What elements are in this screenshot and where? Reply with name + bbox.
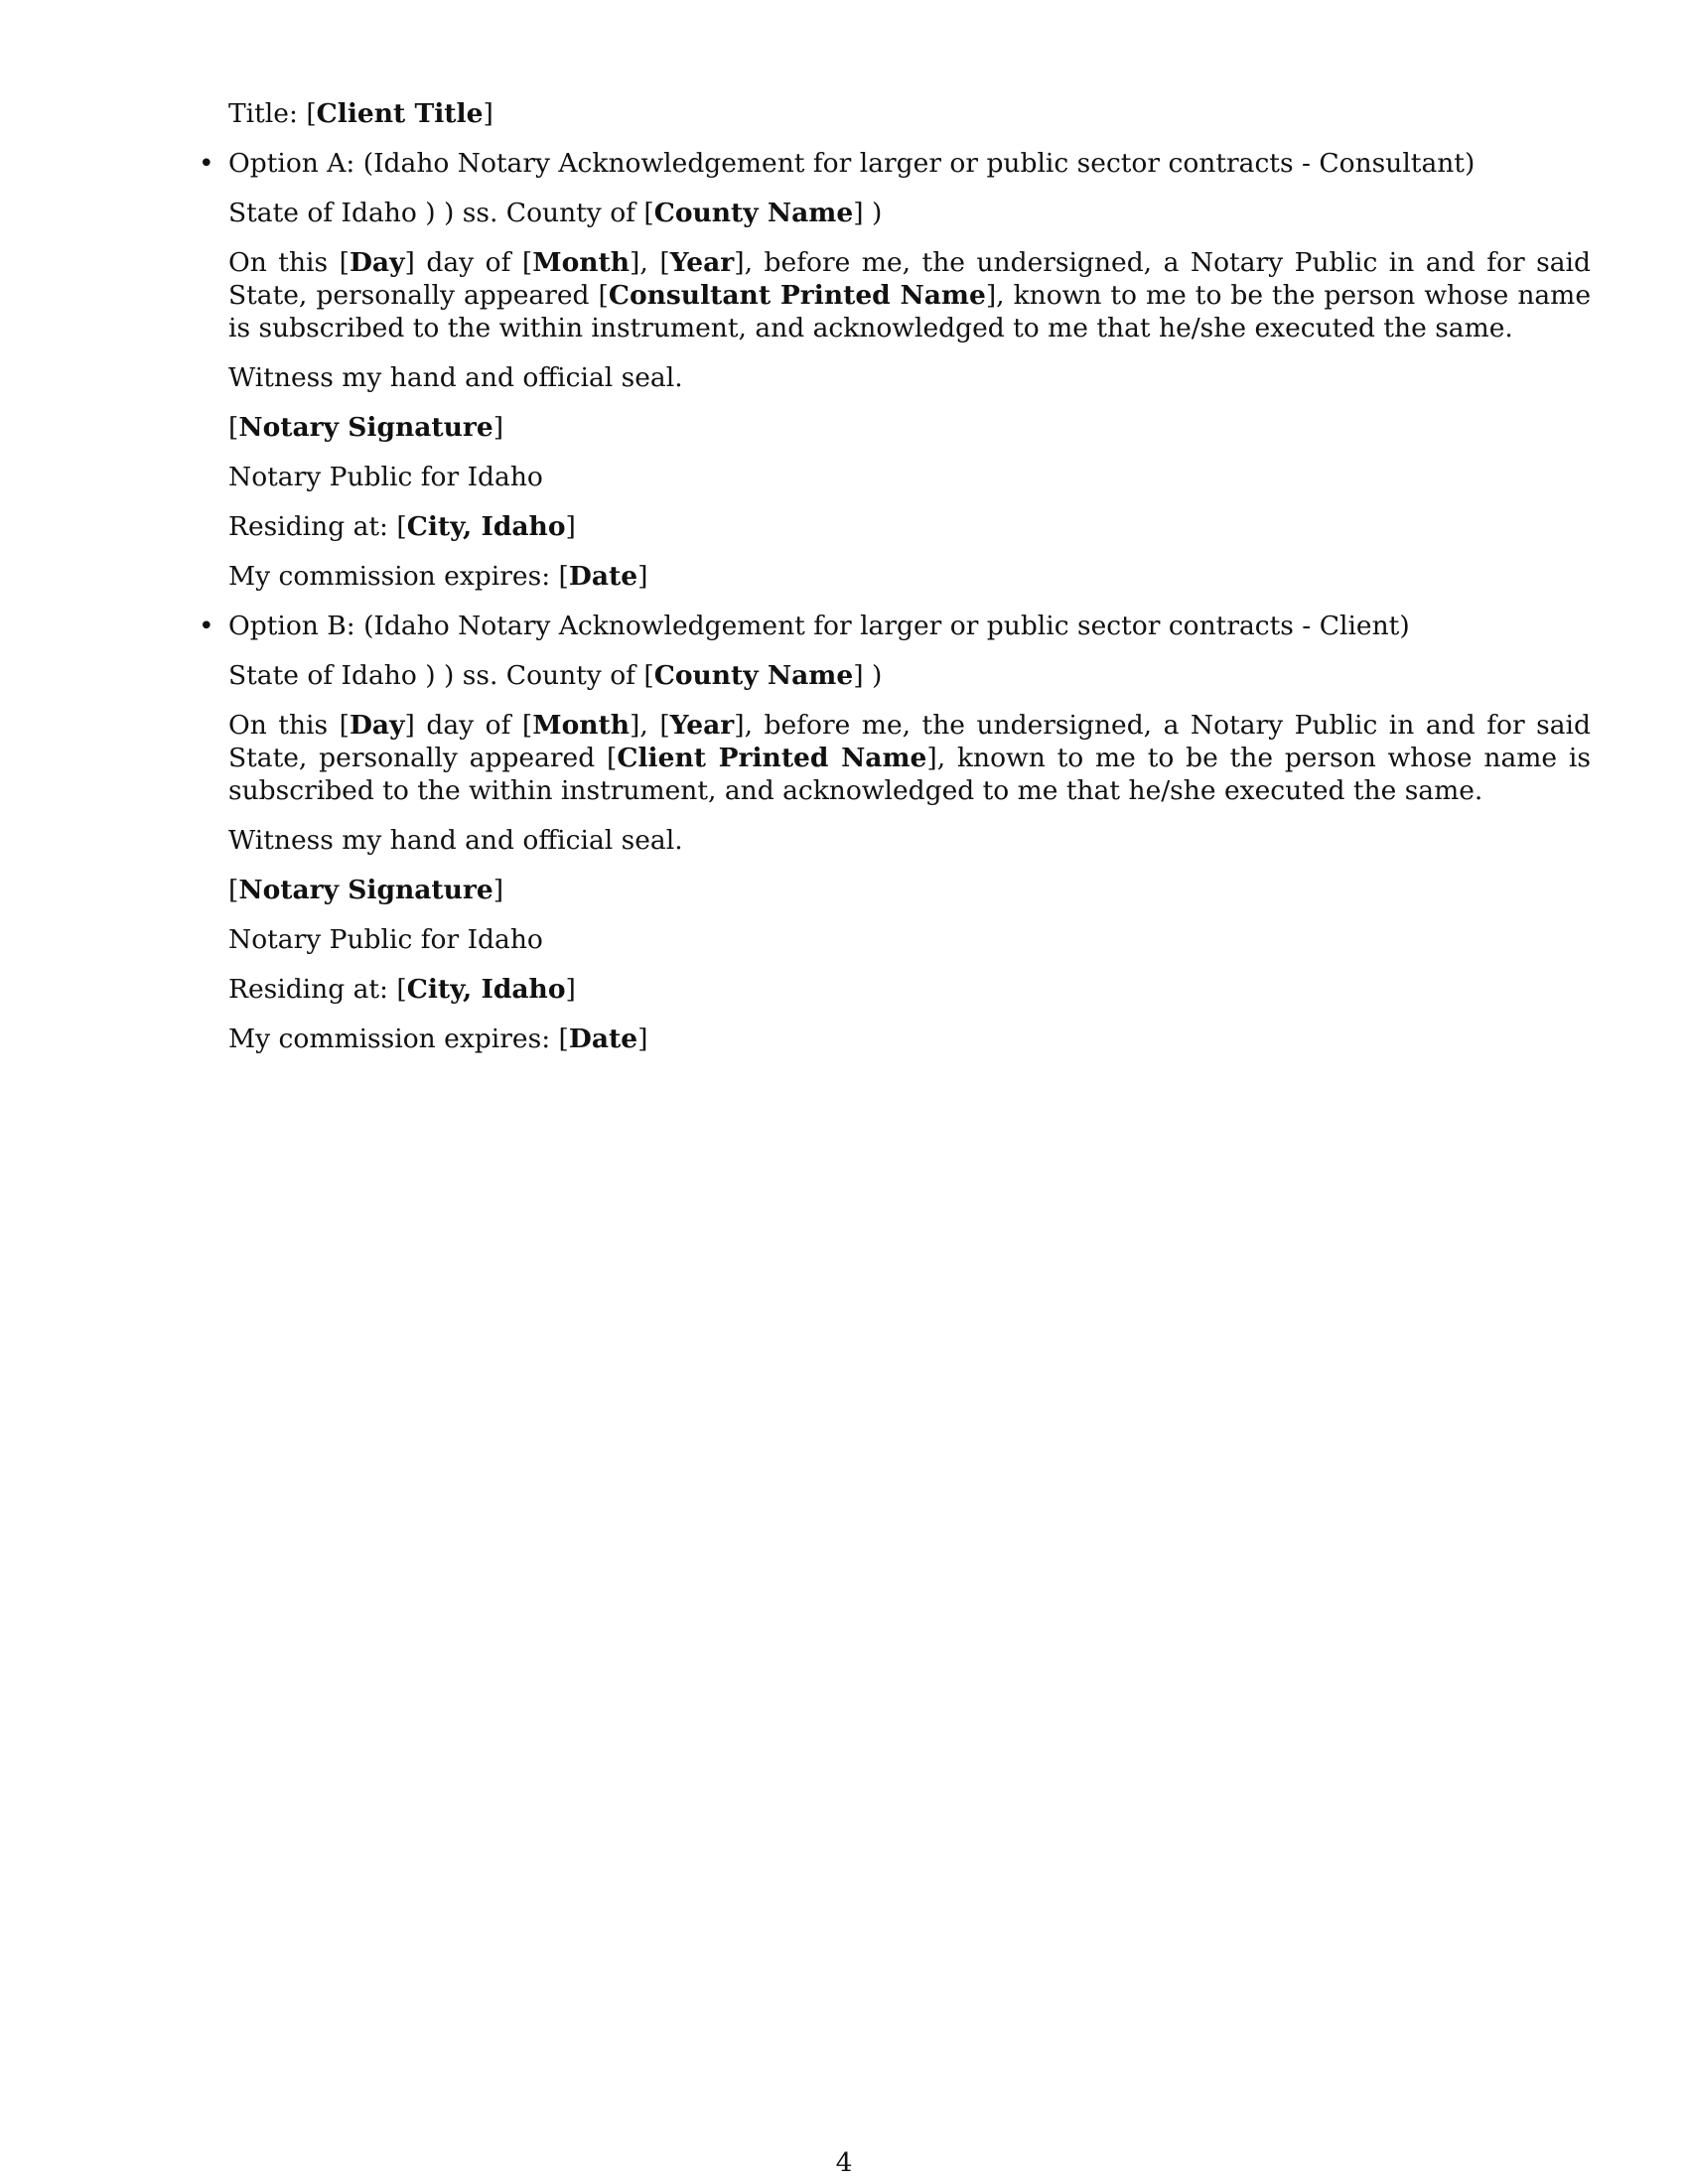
option-a-residing [228,510,1591,543]
option-b-venue [228,659,1591,692]
open-bracket: [ [339,710,350,741]
expires-label: My commission expires: [228,1024,559,1054]
option-b-acknowledgement-text [228,709,1591,807]
residing-label: Residing at: [228,974,397,1005]
body-text: day of [414,247,522,278]
open-bracket: [ [396,974,407,1005]
bullet-icon: • [199,148,214,179]
open-bracket: [ [339,247,350,278]
open-bracket: [ [607,743,618,773]
day-placeholder: Day [349,710,405,741]
county-placeholder: County Name [653,660,854,691]
year-placeholder: Year [669,247,735,278]
date-placeholder: Date [568,1024,638,1054]
open-bracket: [ [228,875,239,905]
option-b-heading-text: Option B: (Idaho Notary Acknowledgement for larger or public sector contracts - Client) [228,611,1410,641]
close-bracket: ] [630,247,640,278]
day-placeholder: Day [349,247,405,278]
option-a-acknowledgement-text [228,246,1591,344]
open-bracket: [ [558,1024,569,1054]
open-bracket: [ [396,511,407,542]
client-name-placeholder: Client Printed Name [617,743,927,773]
body-text: day of [414,710,522,741]
open-bracket: [ [659,710,670,741]
notary-signature-placeholder: Notary Signature [238,412,493,443]
close-bracket: ] [853,660,864,691]
close-bracket: ] [734,247,745,278]
month-placeholder: Month [532,710,631,741]
close-bracket: ] [637,1024,648,1054]
body-text: , before me, the undersigned, a Notary Public in and for said State, personally appeared [228,247,1591,311]
close-bracket: ] [985,280,997,311]
option-a-heading-text: Option A: (Idaho Notary Acknowledgement for larger or public sector contracts - Consultant) [228,148,1476,179]
body-text: On this [228,710,340,741]
open-bracket: [ [643,660,654,691]
client-title-label: Title: [228,98,307,129]
open-bracket: [ [521,247,533,278]
residing-label: Residing at: [228,511,397,542]
close-bracket: ] [492,875,504,905]
option-a-expires [228,560,1591,593]
close-bracket: ] [404,710,415,741]
body-text: , known to me to be the person whose name is subscribed to the within instrument, and acknowledged to me that he/she executed the same. [228,743,1591,806]
document-page [199,97,1591,1072]
year-placeholder: Year [669,710,735,741]
body-text: , known to me to be the person whose name is subscribed to the within instrument, and acknowledged to me that he/she executed the same. [228,280,1591,343]
close-bracket: ] [565,974,576,1005]
client-title-line [228,97,1591,130]
close-bracket: ] [565,511,576,542]
close-bracket: ] [492,412,504,443]
close-bracket: ] [926,743,937,773]
body-text: On this [228,247,340,278]
option-a-notary-public: Notary Public for Idaho [228,462,543,492]
venue-suffix: ) [863,660,883,691]
option-a-witness: Witness my hand and official seal. [228,362,683,393]
date-placeholder: Date [568,561,638,592]
venue-prefix: State of Idaho ) ) ss. County of [228,198,644,228]
option-b-expires [228,1023,1591,1055]
option-b-witness: Witness my hand and official seal. [228,825,683,856]
open-bracket: [ [521,710,533,741]
venue-prefix: State of Idaho ) ) ss. County of [228,660,644,691]
option-a-signature-line [228,411,1591,444]
client-title-placeholder: Client Title [316,98,484,129]
body-text: , [639,710,660,741]
open-bracket: [ [643,198,654,228]
option-b-residing [228,973,1591,1006]
venue-suffix: ) [863,198,883,228]
close-bracket: ] [483,98,493,129]
close-bracket: ] [404,247,415,278]
open-bracket: [ [228,412,239,443]
city-placeholder: City, Idaho [406,974,566,1005]
option-b-notary-public: Notary Public for Idaho [228,924,543,955]
open-bracket: [ [598,280,609,311]
consultant-name-placeholder: Consultant Printed Name [608,280,986,311]
city-placeholder: City, Idaho [406,511,566,542]
close-bracket: ] [630,710,640,741]
expires-label: My commission expires: [228,561,559,592]
open-bracket: [ [558,561,569,592]
close-bracket: ] [853,198,864,228]
option-a-venue [228,197,1591,229]
option-b-heading [199,610,1591,642]
close-bracket: ] [637,561,648,592]
body-text: , before me, the undersigned, a Notary Public in and for said State, personally appeared [228,710,1591,773]
county-placeholder: County Name [653,198,854,228]
option-a-heading [199,147,1591,180]
open-bracket: [ [659,247,670,278]
body-text: , [639,247,660,278]
month-placeholder: Month [532,247,631,278]
option-b-signature-line [228,874,1591,906]
notary-signature-placeholder: Notary Signature [238,875,493,905]
page-number: 4 [835,2147,853,2178]
close-bracket: ] [734,710,745,741]
bullet-icon: • [199,611,214,641]
open-bracket: [ [306,98,317,129]
